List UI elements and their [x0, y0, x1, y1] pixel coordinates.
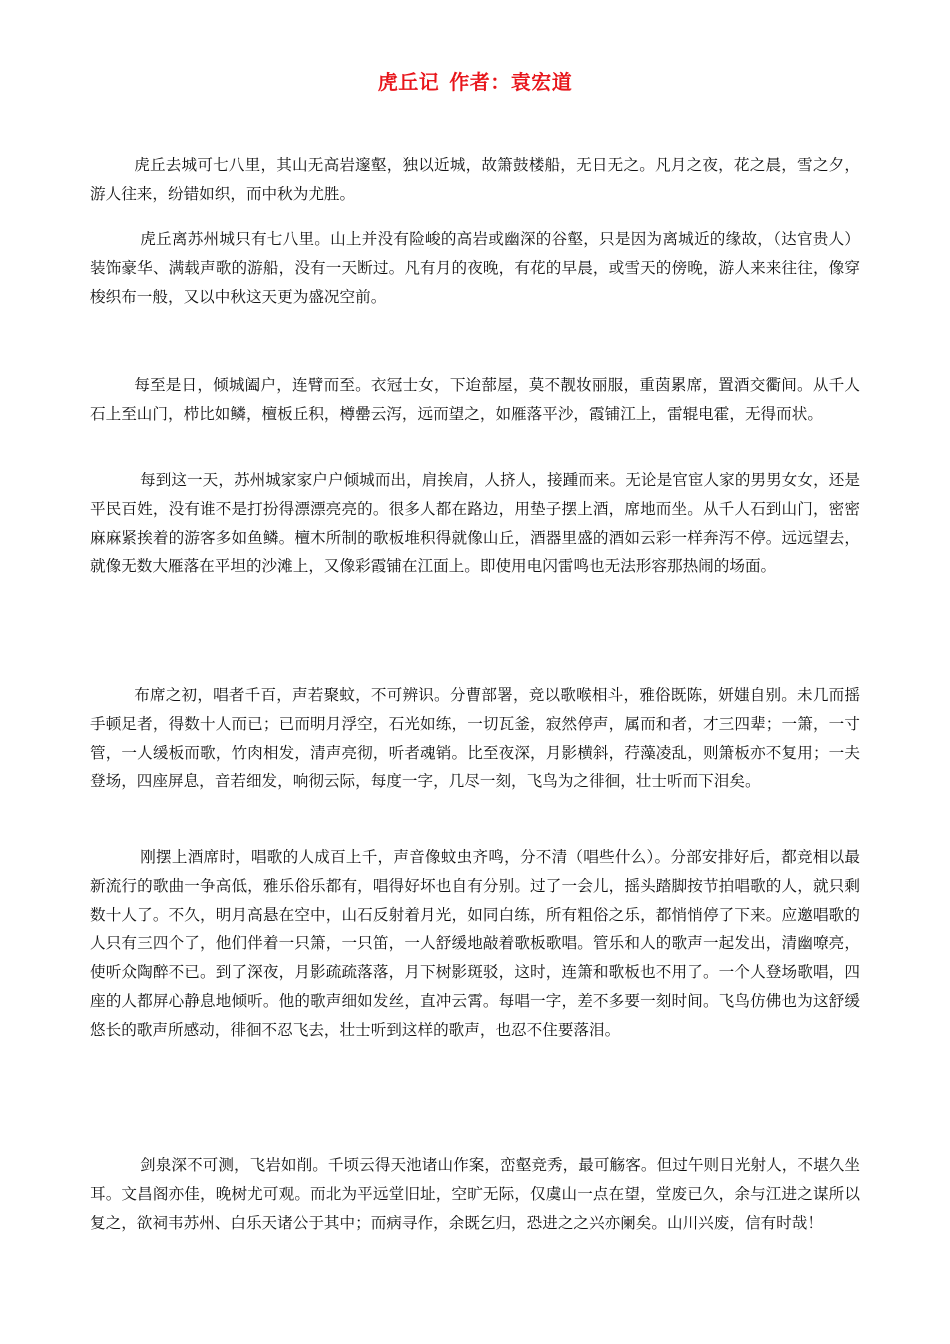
- paragraph-translation-3: [90, 843, 860, 1045]
- paragraph-translation-2: [90, 466, 860, 581]
- page-title: [0, 66, 950, 98]
- paragraph-original-3: [90, 681, 860, 796]
- paragraph-translation-1: [90, 225, 860, 311]
- title-name: 虎丘记: [377, 70, 440, 94]
- paragraph-text: 虎丘去城可七八里，其山无高岩邃壑，独以近城，故箫鼓楼船，无日无之。凡月之夜，花之晨，雪之夕，游人往来，纷错如织，而中秋为尤胜。: [90, 156, 860, 203]
- paragraph-original-4: [90, 1151, 860, 1237]
- paragraph-text: 每到这一天，苏州城家家户户倾城而出，肩挨肩，人挤人，接踵而来。无论是官宦人家的男男女女，还是平民百姓，没有谁不是打扮得漂漂亮亮的。很多人都在路边，用垫子摆上酒，席地而坐。从千人石到山门，密密麻麻紧挨着的游客多如鱼鳞。檀木所制的歌板堆积得就像山丘，酒器里盛的酒如云彩一样奔泻不停。远远望去，就像无数大雁落在平坦的沙滩上，又像彩霞铺在江面上。即使用电闪雷鸣也无法形容那热闹的场面。: [90, 471, 860, 576]
- title-author: 作者：袁宏道: [449, 70, 573, 94]
- paragraph-original-1: [90, 151, 860, 209]
- paragraph-text: 虎丘离苏州城只有七八里。山上并没有险峻的高岩或幽深的谷壑，只是因为离城近的缘故，（达官贵人）装饰豪华、满载声歌的游船，没有一天断过。凡有月的夜晚，有花的早晨，或雪天的傍晚，游人来来往往，像穿梭织布一般，又以中秋这天更为盛况空前。: [90, 230, 860, 306]
- paragraph-text: 每至是日，倾城阖户，连臂而至。衣冠士女，下迨蔀屋，莫不靓妆丽服，重茵累席，置酒交衢间。从千人石上至山门，栉比如鳞，檀板丘积，樽罍云泻，远而望之，如雁落平沙，霞铺江上，雷辊电霍，无得而状。: [90, 376, 860, 423]
- paragraph-text: 布席之初，唱者千百，声若聚蚊，不可辨识。分曹部署，竞以歌喉相斗，雅俗既陈，妍媸自别。未几而摇手顿足者，得数十人而已；已而明月浮空，石光如练，一切瓦釜，寂然停声，属而和者，才三四辈；一箫，一寸管，一人缓板而歌，竹肉相发，清声亮彻，听者魂销。比至夜深，月影横斜，荇藻凌乱，则箫板亦不复用；一夫登场，四座屏息，音若细发，响彻云际，每度一字，几尽一刻，飞鸟为之徘徊，壮士听而下泪矣。: [90, 686, 860, 791]
- paragraph-original-2: [90, 371, 860, 429]
- paragraph-text: 刚摆上酒席时，唱歌的人成百上千，声音像蚊虫齐鸣，分不清（唱些什么）。分部安排好后，都竞相以最新流行的歌曲一争高低，雅乐俗乐都有，唱得好坏也自有分别。过了一会儿，摇头踏脚按节拍唱歌的人，就只剩数十人了。不久，明月高悬在空中，山石反射着月光，如同白练，所有粗俗之乐，都悄悄停了下来。应邀唱歌的人只有三四个了，他们伴着一只箫，一只笛，一人舒缓地敲着歌板歌唱。管乐和人的歌声一起发出，清幽嘹亮，使听众陶醉不已。到了深夜，月影疏疏落落，月下树影斑驳，这时，连箫和歌板也不用了。一个人登场歌唱，四座的人都屏心静息地倾听。他的歌声细如发丝，直冲云霄。每唱一字，差不多要一刻时间。飞鸟仿佛也为这舒缓悠长的歌声所感动，徘徊不忍飞去，壮士听到这样的歌声，也忍不住要落泪。: [90, 848, 860, 1039]
- paragraph-text: 剑泉深不可测，飞岩如削。千顷云得天池诸山作案，峦壑竞秀，最可觞客。但过午则日光射人，不堪久坐耳。文昌阁亦佳，晚树尤可观。而北为平远堂旧址，空旷无际，仅虞山一点在望，堂废已久，余与江进之谋所以复之，欲祠韦苏州、白乐天诸公于其中；而病寻作，余既乞归，恐进之之兴亦阑矣。山川兴废，信有时哉！: [90, 1156, 860, 1232]
